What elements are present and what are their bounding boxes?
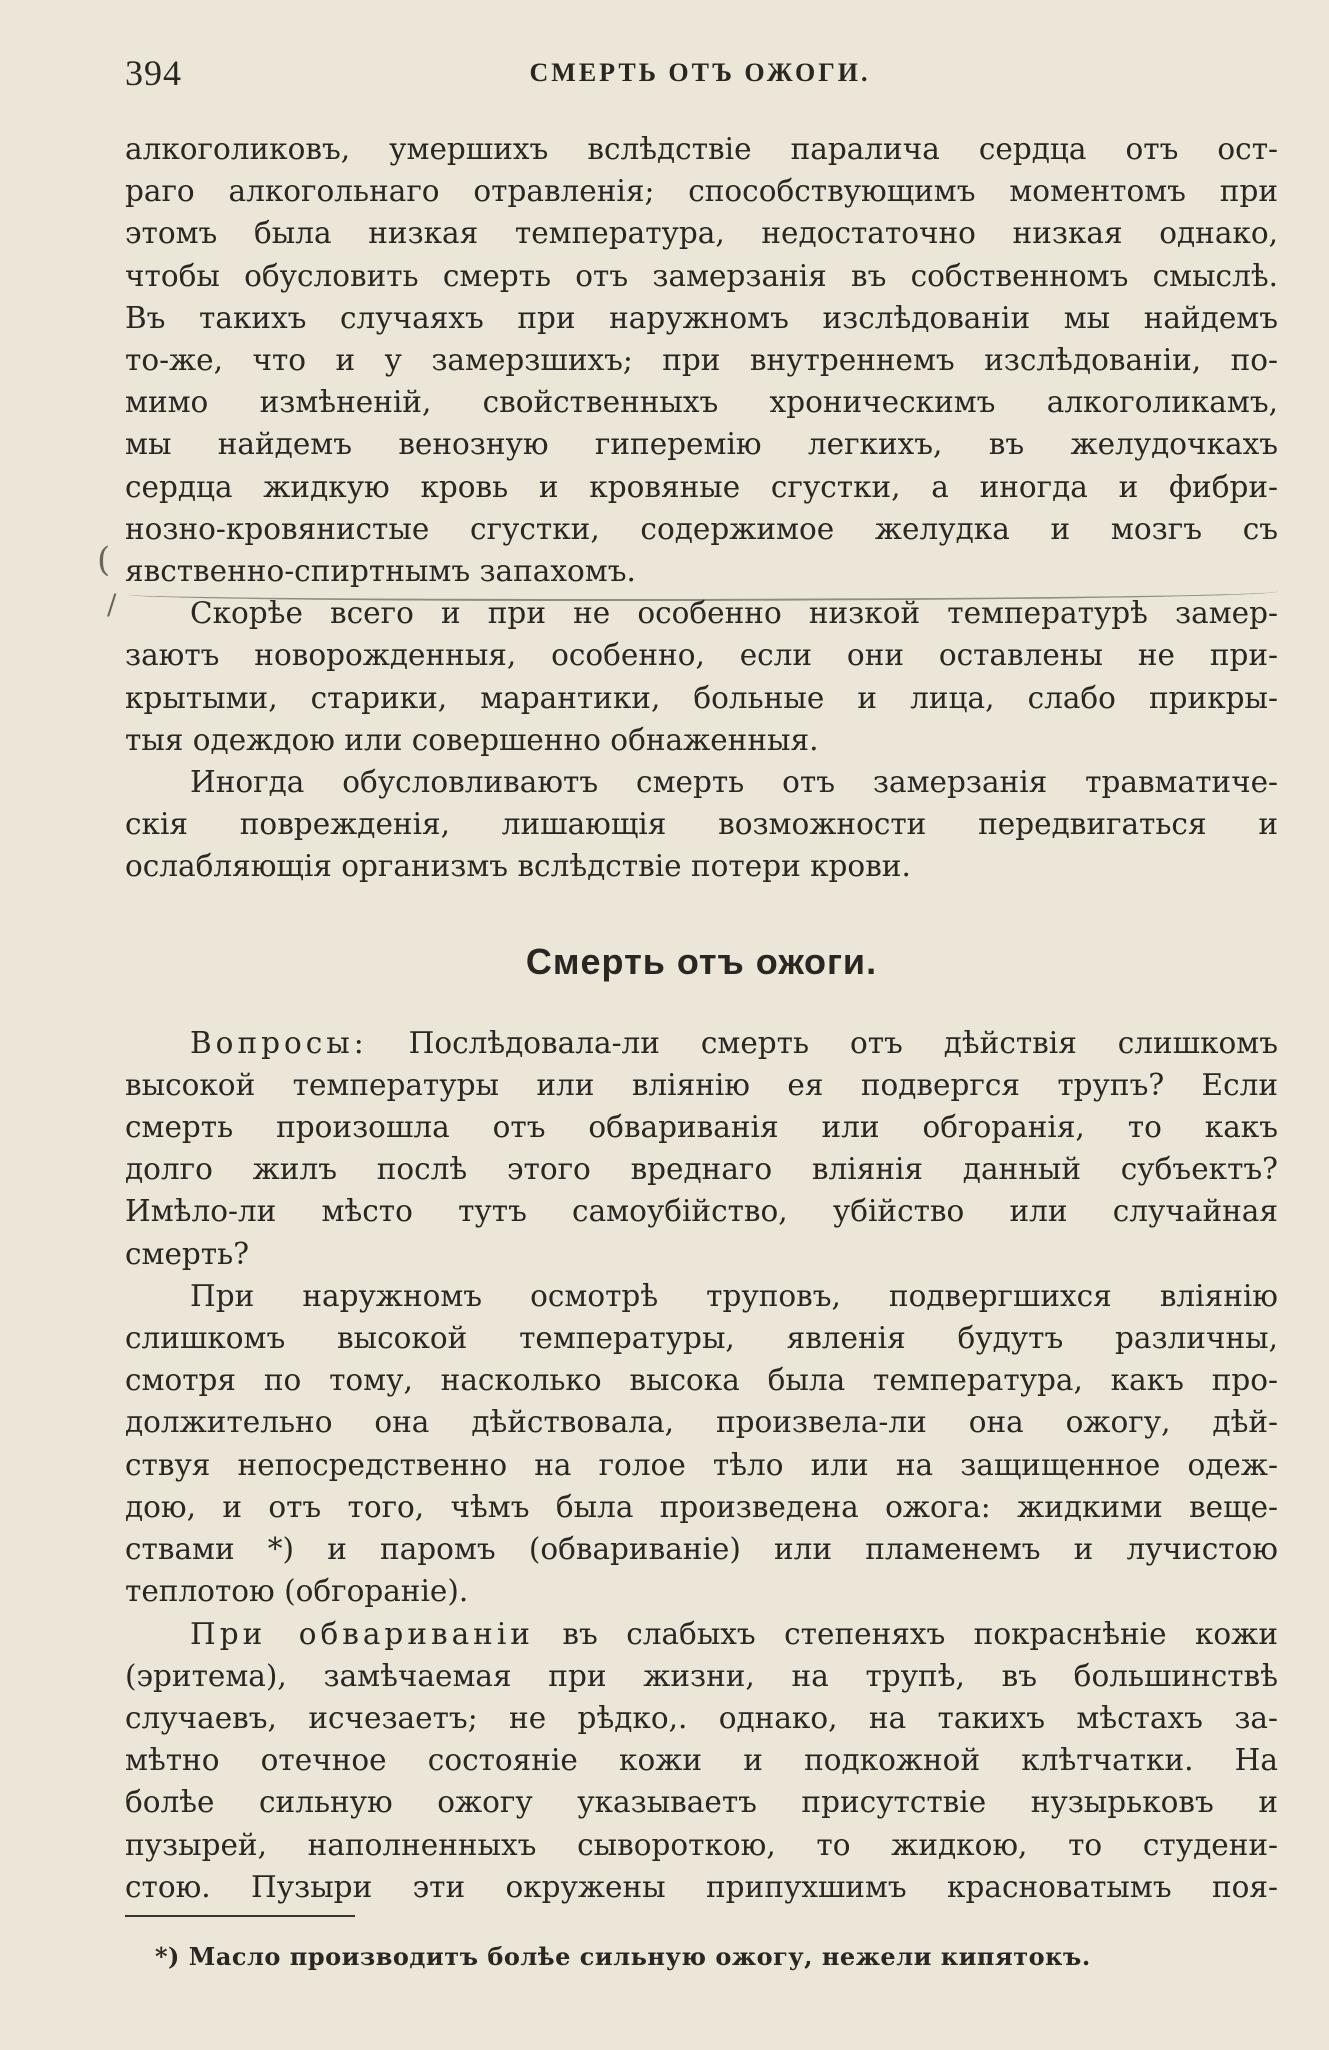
paragraph-scalding [125,1613,1278,1908]
text-line: мѣтно отечное состояніе кожи и подкожной клѣтчатки. На [125,1743,1278,1778]
text-line: Иногда обусловливаютъ смерть отъ замерзанія травматиче- [190,765,1278,800]
text-line: болѣе сильную ожогу указываетъ присутствіе нузырьковъ и [125,1785,1278,1820]
text-line: этомъ была низкая температура, недостаточно низкая однако, [125,216,1278,251]
text-line: (эритема), замѣчаемая при жизни, на трупѣ, въ большинствѣ [125,1658,1278,1693]
text-line: явственно-спиртнымъ запахомъ. [125,554,636,589]
page-header [125,52,1275,92]
scalding-text: въ слабыхъ степеняхъ покраснѣніе кожи [562,1616,1278,1651]
section-heading: Смерть отъ ожоги. [525,940,878,982]
text-line: алкоголиковъ, умершихъ вслѣдствіе паралича сердца отъ ост- [125,132,1278,166]
text-line: Имѣло-ли мѣсто тутъ самоубійство, убійство или случайная [125,1194,1278,1229]
questions-text: Послѣдовала-ли смерть отъ дѣйствія слишкомъ [408,1025,1278,1060]
scalding-term: При обвариваніи [190,1616,534,1651]
text-line: раго алкогольнаго отравленія; способствующимъ моментомъ при [125,174,1278,209]
text-line: смерть произошла отъ обвариванія или обгоранія, то какъ [125,1110,1278,1145]
pencil-mark-icon: ( [97,540,111,580]
text-line: смотря по тому, насколько высока была температура, какъ про- [125,1363,1278,1398]
text-line: чтобы обусловить смерть отъ замерзанія въ собственномъ смыслѣ. [125,258,1278,293]
text-line: мимо измѣненій, свойственныхъ хроническимъ алкоголикамъ, [125,385,1278,420]
text-line: мы найдемъ венозную гиперемію легкихъ, въ желудочкахъ [125,427,1278,462]
pencil-tick-icon: / [107,588,117,621]
questions-label: Вопросы: [190,1025,368,1060]
running-title: СМЕРТЬ ОТЪ ОЖОГИ. [529,58,871,87]
text-line: тыя одеждою или совершенно обнаженныя. [125,722,819,757]
text-line: При наружномъ осмотрѣ труповъ, подвергшихся вліянію [190,1278,1278,1313]
text-line: долго жилъ послѣ этого вреднаго вліянія данный субъектъ? [125,1152,1278,1187]
paragraph-traumatic-injuries [125,761,1278,888]
text-line: ствуя непосредственно на голое тѣло или на защищенное одеж- [125,1447,1278,1482]
text-line: пузырей, наполненныхъ сывороткою, то жидкою, то студени- [125,1827,1278,1862]
text-line: смерть? [125,1236,250,1271]
page-number: 394 [125,53,182,93]
footnote-divider [125,1915,355,1917]
text-line: то-же, что и у замерзшихъ; при внутреннемъ изслѣдованіи, по- [125,343,1278,378]
paragraph-external-exam [125,1275,1278,1613]
footnote: *) Масло производитъ болѣе сильную ожогу, нежели кипятокъ. [155,1942,1091,1971]
text-line [125,1613,1278,1655]
text-line: стою. Пузыри эти окружены припухшимъ красноватымъ поя- [125,1869,1278,1904]
paragraph-alcohol-deaths [125,128,1278,592]
paragraph-freezing-newborns [125,592,1278,761]
text-line: теплотою (обгораніе). [125,1574,469,1609]
text-line: должительно она дѣйствовала, произвела-ли она ожогу, дѣй- [125,1405,1278,1440]
main-text [125,128,1278,1908]
text-line: ствами *) и паромъ (обвариваніе) или пламенемъ и лучистою [125,1532,1278,1567]
text-line: крытыми, старики, марантики, больные и лица, слабо прикры- [125,680,1278,715]
text-line: дою, и отъ того, чѣмъ была произведена ожога: жидкими веще- [125,1489,1278,1524]
text-line: высокой температуры или вліянію ея подвергся трупъ? Если [125,1067,1278,1102]
text-line: заютъ новорожденныя, особенно, если они оставлены не при- [125,638,1278,673]
text-line: сердца жидкую кровь и кровяные сгустки, а иногда и фибри- [125,469,1278,504]
text-line: Въ такихъ случаяхъ при наружномъ изслѣдованіи мы найдемъ [125,300,1278,335]
text-line: Скорѣе всего и при не особенно низкой температурѣ замер- [190,596,1278,631]
paragraph-questions [125,1022,1278,1275]
text-line: ослабляющія организмъ вслѣдствіе потери крови. [125,849,911,884]
text-line: нозно-кровянистые сгустки, содержимое желудка и мозгъ съ [125,511,1278,546]
text-line [125,1022,1278,1064]
text-line: случаевъ, исчезаетъ; не рѣдко,. однако, на такихъ мѣстахъ за- [125,1700,1278,1735]
text-line: скія поврежденія, лишающія возможности передвигаться и [125,807,1278,842]
text-line: слишкомъ высокой температуры, явленія будутъ различны, [125,1321,1278,1356]
